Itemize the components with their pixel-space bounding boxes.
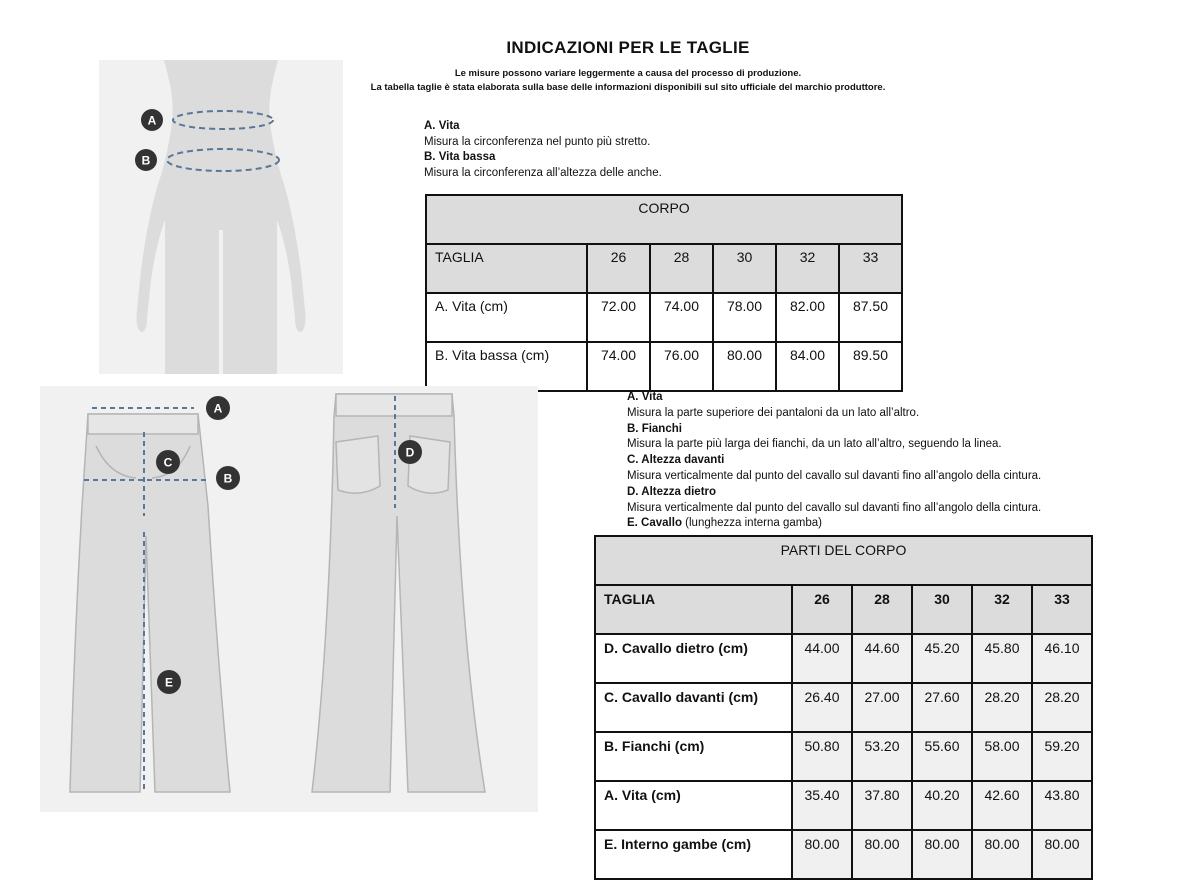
marker-d-icon: [398, 440, 422, 464]
desc-label: A. Vita: [627, 391, 663, 403]
pants-measure-descriptions: [627, 390, 1041, 532]
table-cell: 74.00: [650, 293, 713, 342]
desc-text: Misura verticalmente dal punto del cavallo sul davanti fino all’angolo della cintura.: [627, 469, 1042, 482]
table-cell: 26.40: [792, 683, 852, 732]
pants-illustration: [40, 386, 538, 812]
svg-text:E: E: [164, 675, 174, 690]
desc-label: B. Vita bassa: [424, 151, 496, 163]
body-silhouette-illustration: [99, 60, 343, 374]
marker-e-icon: [157, 670, 181, 694]
body-parts-table: [594, 535, 1093, 880]
size-header: 26: [792, 585, 852, 634]
table-cell: 45.20: [912, 634, 972, 683]
header-label: TAGLIA: [426, 244, 587, 293]
table-header-row: [595, 585, 1092, 634]
table-cell: 42.60: [972, 781, 1032, 830]
size-header: 28: [852, 585, 912, 634]
table-title: CORPO: [426, 195, 902, 244]
table-cell: 84.00: [776, 342, 839, 391]
table-cell: 76.00: [650, 342, 713, 391]
table-cell: 53.20: [852, 732, 912, 781]
table-cell: 59.20: [1032, 732, 1092, 781]
table-cell: 58.00: [972, 732, 1032, 781]
subtitle-line-1: Le misure possono variare leggermente a causa del processo di produzione.: [454, 68, 802, 79]
pants-figure: [40, 386, 538, 812]
size-header: 32: [972, 585, 1032, 634]
table-cell: 44.60: [852, 634, 912, 683]
svg-text:C: C: [163, 455, 173, 470]
desc-text: Misura la circonferenza all’altezza delle anche.: [424, 166, 662, 179]
row-label: E. Interno gambe (cm): [595, 830, 792, 879]
table-row: [595, 781, 1092, 830]
row-label: B. Fianchi (cm): [595, 732, 792, 781]
table-cell: 82.00: [776, 293, 839, 342]
table-cell: 37.80: [852, 781, 912, 830]
desc-text: Misura verticalmente dal punto del cavallo sul davanti fino all’angolo della cintura.: [627, 501, 1042, 514]
size-header: 26: [587, 244, 650, 293]
table-cell: 78.00: [713, 293, 776, 342]
subtitle-line-2: La tabella taglie è stata elaborata sulla base delle informazioni disponibili sul sito ufficiale del marchio produttore.: [370, 82, 886, 93]
table-title: PARTI DEL CORPO: [595, 536, 1092, 585]
table-cell: 80.00: [713, 342, 776, 391]
size-header: 30: [713, 244, 776, 293]
table-cell: 72.00: [587, 293, 650, 342]
marker-b-icon: [135, 149, 157, 171]
table-cell: 74.00: [587, 342, 650, 391]
svg-text:B: B: [223, 471, 233, 486]
desc-label: D. Altezza dietro: [627, 485, 717, 498]
table-cell: 28.20: [1032, 683, 1092, 732]
svg-text:A: A: [213, 401, 223, 416]
svg-text:A: A: [147, 113, 157, 128]
table-cell: 28.20: [972, 683, 1032, 732]
svg-text:B: B: [141, 153, 151, 168]
marker-a-icon: [206, 396, 230, 420]
row-label: B. Vita bassa (cm): [426, 342, 587, 391]
table-row: [426, 342, 902, 391]
size-header: 28: [650, 244, 713, 293]
table-cell: 27.60: [912, 683, 972, 732]
page-title: INDICAZIONI PER LE TAGLIE: [506, 38, 750, 57]
row-label: A. Vita (cm): [595, 781, 792, 830]
size-header: 32: [776, 244, 839, 293]
table-cell: 80.00: [852, 830, 912, 879]
table-cell: 44.00: [792, 634, 852, 683]
table-cell: 80.00: [912, 830, 972, 879]
marker-a-icon: [141, 109, 163, 131]
desc-label: C. Altezza davanti: [627, 454, 725, 467]
table-cell: 27.00: [852, 683, 912, 732]
header-label: TAGLIA: [595, 585, 792, 634]
table-row: [595, 732, 1092, 781]
table-row: [595, 634, 1092, 683]
row-label: D. Cavallo dietro (cm): [595, 634, 792, 683]
table-cell: 35.40: [792, 781, 852, 830]
table-row: [426, 293, 902, 342]
desc-text: Misura la parte superiore dei pantaloni da un lato all’altro.: [627, 406, 920, 419]
desc-text: Misura la parte più larga dei fianchi, da un lato all’altro, seguendo la linea.: [627, 438, 1002, 451]
body-size-table: [425, 194, 903, 392]
desc-label: B. Fianchi: [627, 422, 682, 435]
desc-label: E. Cavallo: [627, 517, 682, 530]
table-cell: 40.20: [912, 781, 972, 830]
table-row: [595, 683, 1092, 732]
body-measure-descriptions: [424, 119, 662, 181]
table-cell: 80.00: [972, 830, 1032, 879]
desc-text: Misura la circonferenza nel punto più stretto.: [424, 135, 651, 148]
marker-b-icon: [216, 466, 240, 490]
table-row: [595, 830, 1092, 879]
table-cell: 89.50: [839, 342, 902, 391]
table-cell: 46.10: [1032, 634, 1092, 683]
desc-text: (lunghezza interna gamba): [681, 517, 822, 530]
svg-text:D: D: [405, 445, 415, 460]
size-header: 30: [912, 585, 972, 634]
table-header-row: [426, 244, 902, 293]
marker-c-icon: [156, 450, 180, 474]
row-label: C. Cavallo davanti (cm): [595, 683, 792, 732]
table-cell: 55.60: [912, 732, 972, 781]
table-cell: 50.80: [792, 732, 852, 781]
size-header: 33: [839, 244, 902, 293]
desc-label: A. Vita: [424, 120, 460, 132]
size-header: 33: [1032, 585, 1092, 634]
table-cell: 45.80: [972, 634, 1032, 683]
row-label: A. Vita (cm): [426, 293, 587, 342]
table-cell: 43.80: [1032, 781, 1092, 830]
table-cell: 80.00: [792, 830, 852, 879]
table-cell: 80.00: [1032, 830, 1092, 879]
body-silhouette-figure: [99, 60, 343, 374]
table-cell: 87.50: [839, 293, 902, 342]
